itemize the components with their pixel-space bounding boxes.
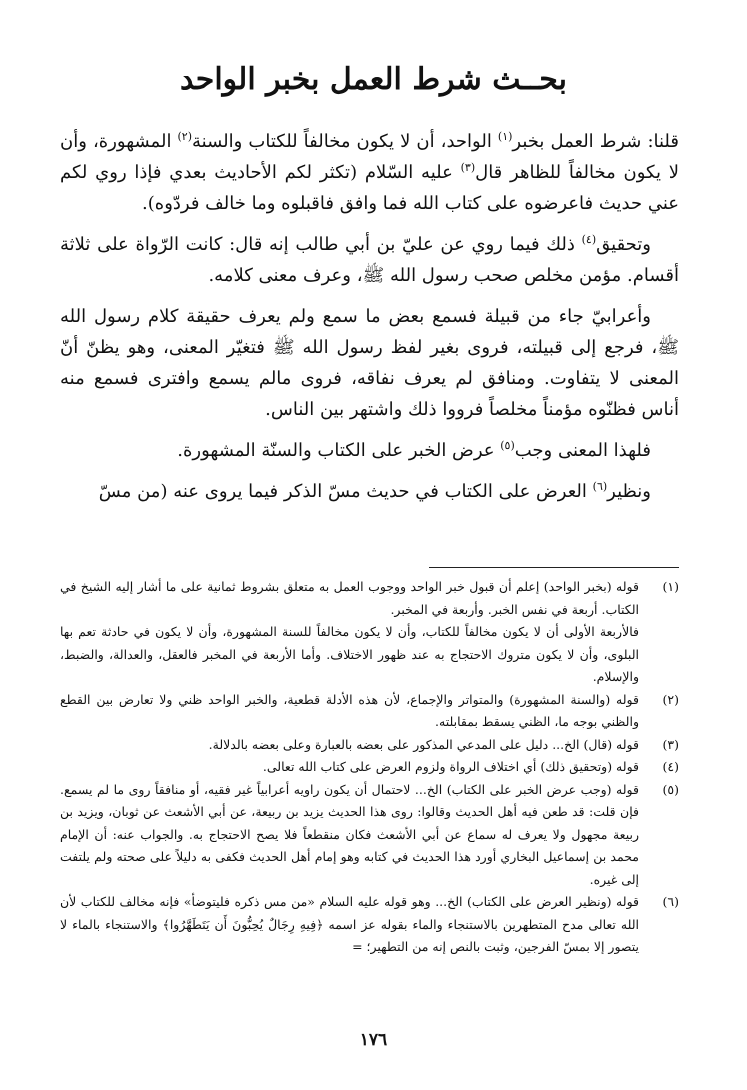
footnote-number: (٦) [662, 894, 679, 909]
footnote [60, 891, 679, 959]
footnote-text [60, 779, 639, 892]
body-text-run: وتحقيق [596, 234, 651, 255]
footnote-text [60, 689, 639, 734]
footnote-number: (٣) [662, 736, 679, 752]
footnote-number: (١) [662, 579, 679, 594]
footnote-paragraph: قوله (وتحقيق ذلك) أي اختلاف الرواة ولزوم العرض على كتاب الله تعالى. [262, 759, 639, 774]
footnote-paragraph: فالأربعة الأولى أن لا يكون مخالفاً للكتاب، وأن لا يكون مخالفاً للسنة المشهورة، وأن لا يكون في حادثة تعم بها البلوى، وأن لا يكون متروك الاحتجاج به عند ظهور الاختلاف. وأما الأربعة في المخبر فالعقل، والعدالة، والضبط، والإسلام. [60, 624, 639, 684]
body-text-run: ونظير [607, 481, 651, 502]
chapter-title: بحــث شرط العمل بخبر الواحد [180, 62, 567, 97]
footnote-text [60, 576, 639, 689]
footnote-text [60, 756, 639, 779]
footnote-text [60, 891, 639, 959]
footnote-number: (٤) [662, 759, 679, 774]
footnote [60, 689, 679, 734]
footnote-paragraph: قوله (وجب عرض الخبر على الكتاب) الخ... لاحتمال أن يكون راويه أعرابياً غير فقيه، أو منافقاً روى ما لم يسمع. فإن قلت: قد طعن فيه أهل الحديث وقالوا: روى هذا الحديث يزيد بن ربيعة، عن أبي الأشعث عن ثوبان، ويزيد بن ربيعة مجهول ولا يعرف له سماع عن أبي الأشعث فكان منقطعاً فلا يصح الاحتجاج به. والجواب عنه: أن الإمام محمد بن إسماعيل البخاري أورد هذا الحديث في كتابه وهو إمام أهل الحديث فكفى به دليلاً على صحته ولم يلتفت إلى غيره. [60, 781, 639, 887]
footnote [60, 756, 679, 779]
body-text-run: فلهذا المعنى وجب [514, 440, 651, 461]
footnote-reference: (٥) [500, 439, 515, 452]
body-text-run: المشهورة، وأن لا يكون مخالفاً للظاهر قال [60, 131, 679, 183]
footnote-reference: (١) [497, 130, 513, 143]
body-text-run: ذلك فيما روي عن عليّ بن أبي طالب إنه قال: كانت الرّواة على ثلاثة أقسام. مؤمن مخلص صحب رسول الله ﷺ، وعرف معنى كلامه. [60, 234, 679, 286]
body-text-run: عرض الخبر على الكتاب والسنّة المشهورة. [177, 440, 501, 461]
footnote [60, 779, 679, 892]
footnote-number: (٢) [662, 691, 679, 707]
body-text-run: قلنا: شرط العمل بخبر [512, 131, 679, 152]
footnote-reference: (٢) [177, 130, 193, 143]
footnote-paragraph: قوله (قال) الخ... دليل على المدعي المذكور على بعضه بالعبارة وعلى بعضه بالدلالة. [208, 736, 639, 752]
body-paragraph [60, 126, 679, 219]
body-text-run: عليه السّلام (تكثر لكم الأحاديث بعدي فإذا روي لكم عني حديث فاعرضوه على كتاب الله فما وافق فاقبلوه وما خالف فردّوه). [60, 162, 679, 214]
body-paragraph [60, 435, 679, 466]
main-text [60, 126, 679, 517]
body-text-run: الواحد، أن لا يكون مخالفاً للكتاب والسنة [192, 131, 498, 152]
footnote-reference: (٤) [581, 233, 597, 246]
footnote-paragraph: قوله (والسنة المشهورة) والمتواتر والإجماع، لأن هذه الأدلة قطعية، والخبر الواحد ظني ولا تعارض بين القطع والظني بوجه ما، الظني يسقط بمقابلته. [60, 691, 639, 729]
footnote [60, 734, 679, 757]
body-text-run: وأعرابيّ جاء من قبيلة فسمع بعض ما سمع ولم يعرف حقيقة كلام رسول الله ﷺ، فرجع إلى قبيلته، فروى بغير لفظ رسول الله ﷺ فتغيّر المعنى، وهو يظنّ أنّ المعنى لا يتفاوت. ومنافق لم يعرف نفاقه، فروى مالم يسمع وافترى فسمع منه أناس فظنّوه مؤمناً مخلصاً فرووا ذلك واشتهر بين الناس. [60, 306, 679, 420]
footnote-number: (٥) [662, 781, 679, 797]
footnote-text [60, 734, 639, 757]
body-paragraph [60, 301, 679, 425]
body-paragraph [60, 229, 679, 291]
footnote-paragraph: قوله (ونظير العرض على الكتاب) الخ... وهو قوله عليه السلام «من مس ذكره فليتوضأ» فإنه مخالف للكتاب لأن الله تعالى مدح المتطهرين بالاستنجاء والماء بقوله عز اسمه ﴿فِيهِ رِجَالٌ يُحِبُّونَ أَن يَتَطَهَّرُوا﴾ والاستنجاء بالماء لا يتصور إلا بمسّ الفرجين، وثبت بالنص إنه من التطهير؛ = [60, 894, 639, 954]
footnote-separator [429, 567, 679, 568]
body-paragraph [60, 476, 679, 507]
page-number: ١٧٦ [359, 1030, 388, 1050]
footnotes [60, 576, 679, 959]
footnote-reference: (٣) [460, 161, 476, 174]
footnote-paragraph: قوله (بخبر الواحد) إعلم أن قبول خبر الواحد ووجوب العمل به متعلق بشروط ثمانية على ما أشار إليه الشيخ في الكتاب. أربعة في نفس الخبر. وأربعة في المخبر. [60, 579, 639, 617]
body-text-run: العرض على الكتاب في حديث مسّ الذكر فيما يروى عنه (من مسّ [98, 481, 593, 502]
footnote-reference: (٦) [592, 480, 608, 493]
footnote [60, 576, 679, 689]
